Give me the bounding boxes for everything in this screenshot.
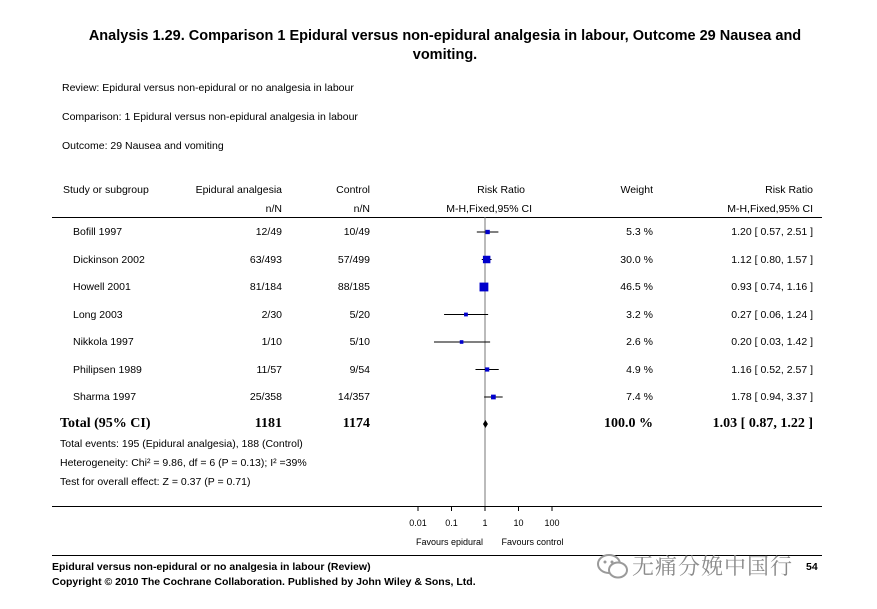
axis-tick-label: 0.01: [409, 518, 427, 528]
study-control-count: 9/54: [349, 363, 370, 376]
study-weight: 2.6 %: [626, 336, 653, 348]
study-weight: 7.4 %: [626, 391, 653, 403]
study-ci: 0.93 [ 0.74, 1.16 ]: [731, 281, 813, 293]
point-estimate-box: [464, 313, 468, 317]
footer-review: Epidural versus non-epidural or no analgesia in labour (Review): [52, 561, 371, 573]
header-epidural: Epidural analgesia: [195, 184, 282, 196]
study-ci: 0.20 [ 0.03, 1.42 ]: [731, 336, 813, 348]
study-epidural-count: 81/184: [249, 281, 282, 293]
study-ci: 1.78 [ 0.94, 3.37 ]: [731, 391, 813, 403]
study-control-count: 57/499: [337, 253, 370, 266]
axis-tick-label: 10: [513, 518, 524, 528]
heterogeneity: Heterogeneity: Chi² = 9.86, df = 6 (P = 0.13); I² =39%: [60, 457, 307, 469]
study-epidural-count: 63/493: [249, 253, 282, 266]
point-estimate-box: [486, 230, 490, 234]
study-control-count: 14/357: [337, 391, 370, 403]
header-study: Study or subgroup: [63, 184, 149, 196]
total-label: Total (95% CI): [60, 416, 151, 431]
page-number: 54: [806, 561, 818, 573]
study-weight: 30.0 %: [620, 253, 653, 266]
wechat-icon: [596, 553, 626, 579]
total-events: Total events: 195 (Epidural analgesia), 188 (Control): [60, 438, 303, 450]
study-control-count: 88/185: [337, 281, 370, 293]
total-weight: 100.0 %: [604, 416, 653, 431]
point-estimate-box: [491, 395, 496, 400]
study-weight: 5.3 %: [626, 226, 653, 238]
header-weight: Weight: [620, 184, 653, 196]
outcome-line: Outcome: 29 Nausea and vomiting: [62, 140, 224, 152]
page-title: Analysis 1.29. Comparison 1 Epidural versus non-epidural analgesia in labour, Outcome 29 Nausea and vomiting.: [88, 28, 802, 63]
header-risk-ratio-sub: M-H,Fixed,95% CI: [446, 203, 532, 215]
point-estimate-box: [483, 256, 490, 263]
study-name: Philipsen 1989: [73, 363, 142, 376]
study-ci: 0.27 [ 0.06, 1.24 ]: [731, 308, 813, 321]
study-epidural-count: 12/49: [255, 226, 282, 238]
axis-tick-label: 100: [544, 518, 560, 528]
overall-effect: Test for overall effect: Z = 0.37 (P = 0.71): [60, 476, 251, 488]
total-diamond: [483, 420, 488, 428]
total-ci: 1.03 [ 0.87, 1.22 ]: [712, 416, 813, 431]
study-control-count: 5/20: [349, 308, 370, 321]
point-estimate-box: [485, 367, 489, 371]
study-name: Sharma 1997: [73, 391, 137, 403]
favours-control-label: Favours control: [501, 537, 564, 547]
study-weight: 3.2 %: [626, 308, 653, 321]
study-ci: 1.20 [ 0.57, 2.51 ]: [731, 226, 813, 238]
total-control: 1174: [342, 416, 370, 431]
study-control-count: 5/10: [349, 336, 370, 348]
study-ci: 1.12 [ 0.80, 1.57 ]: [731, 253, 813, 266]
study-name: Bofill 1997: [73, 226, 123, 238]
header-risk-ratio-2: Risk Ratio: [765, 184, 813, 196]
study-ci: 1.16 [ 0.52, 2.57 ]: [731, 363, 813, 376]
study-name: Nikkola 1997: [73, 336, 134, 348]
study-name: Howell 2001: [73, 281, 131, 293]
header-risk-ratio-2-sub: M-H,Fixed,95% CI: [727, 203, 813, 215]
header-control: Control: [336, 184, 370, 196]
header-control-sub: n/N: [353, 203, 370, 215]
favours-epidural-label: Favours epidural: [415, 537, 484, 547]
point-estimate-box: [480, 283, 489, 292]
total-epidural: 1181: [254, 416, 282, 431]
header-epidural-sub: n/N: [265, 203, 282, 215]
study-epidural-count: 1/10: [261, 336, 282, 348]
axis-tick-label: 0.1: [445, 518, 458, 528]
comparison-line: Comparison: 1 Epidural versus non-epidural analgesia in labour: [62, 111, 358, 123]
study-name: Long 2003: [73, 308, 123, 321]
point-estimate-box: [460, 340, 464, 344]
watermark-text: 无痛分娩中国行: [632, 555, 794, 580]
study-weight: 4.9 %: [626, 363, 653, 376]
axis-tick-label: 1: [482, 518, 488, 528]
review-line: Review: Epidural versus non-epidural or no analgesia in labour: [62, 82, 354, 94]
study-epidural-count: 11/57: [256, 363, 282, 376]
study-epidural-count: 2/30: [261, 308, 282, 321]
study-control-count: 10/49: [343, 226, 370, 238]
study-weight: 46.5 %: [620, 281, 653, 293]
header-risk-ratio: Risk Ratio: [477, 184, 525, 196]
study-name: Dickinson 2002: [73, 253, 145, 266]
study-epidural-count: 25/358: [249, 391, 282, 403]
footer-copyright: Copyright © 2010 The Cochrane Collaboration. Published by John Wiley & Sons, Ltd.: [52, 576, 476, 588]
